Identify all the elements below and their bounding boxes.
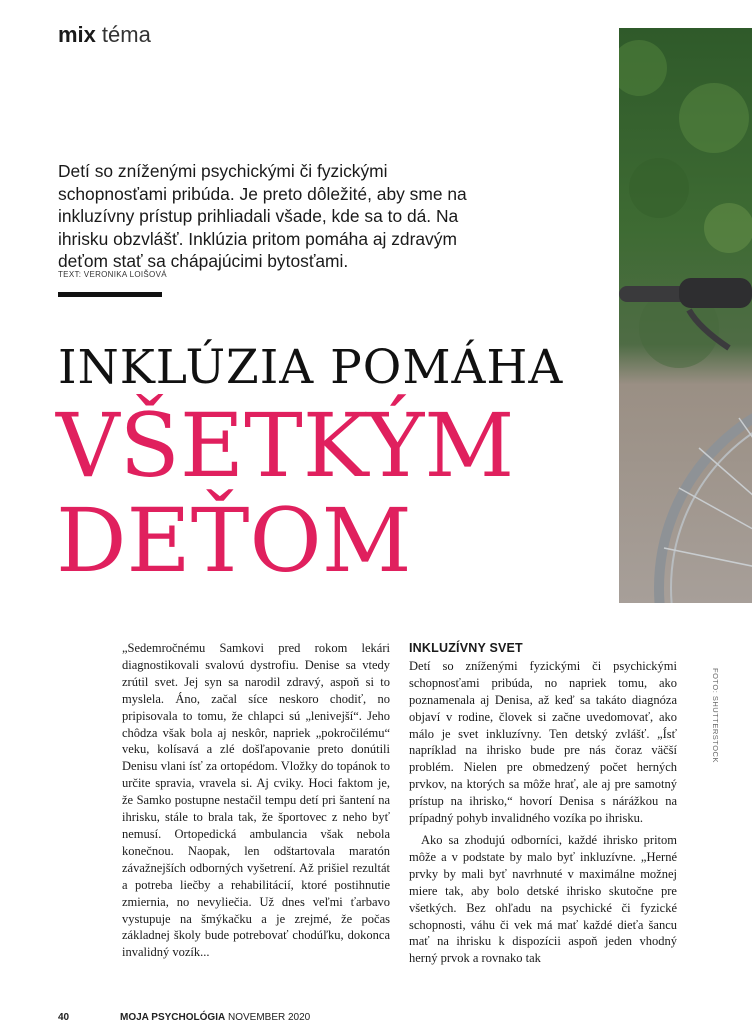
issue-date: NOVEMBER 2020: [227, 1012, 311, 1023]
headline-line-2: VŠETKÝM: [56, 394, 515, 497]
body-column-2: [409, 640, 677, 967]
body-paragraph: Detí so zníženými fyzickými či psychickými schopnosťami pribúda, no napriek tomu, ako poznamenala aj Denisa, až keď sa takáto diagnóza objaví v rodine, človek si začne uvedomovať, ako málo je svet inkluzívny. Ten detský zvlášť. „Ísť napríklad na ihrisko bude pre nás čoraz väčší problém. Nielen pre obmedzený počet herných prvkov, na ktorých sa môže hrať, ale aj pre samotný prístup na ihrisko,“ hovorí Denisa s nárážkou na prípadný pohyb invalidného vozíka po ihrisku.: [409, 658, 677, 826]
body-column-1: [122, 640, 390, 961]
article-lead: Detí so zníženými psychickými či fyzickými schopnosťami pribúda. Je preto dôležité, aby sme na inkluzívny prístup prihliadali všade, kde sa to dá. Na ihrisku obzvlášť. Inklúzia pritom pomáha aj zdravým deťom stať sa chápajúcimi bytosťami.: [58, 161, 467, 271]
headline-line-1: INKLÚZIA POMÁHA: [58, 340, 564, 395]
photo-credit: FOTO: SHUTTERSTOCK: [711, 668, 720, 763]
body-paragraph: Ako sa zhodujú odborníci, každé ihrisko pritom môže a v podstate by malo byť inkluzívne. „Herné prvky by mali byť navrhnuté v maximálne možnej miere tak, aby bolo detské ihrisko skutočne pre všetkých. Bez ohľadu na psychické či fyzické schopnosti, váhu či vek má mať každé dieťa šancu mať na ihrisku k dispozícii aspoň jeden vhodný herný prvok a rovnako tak: [409, 832, 677, 966]
divider-rule: [58, 292, 162, 297]
page-footer: [58, 1012, 718, 1023]
magazine-name: MOJA PSYCHOLÓGIA: [120, 1012, 226, 1023]
cover-photo: [619, 28, 752, 603]
author-credit: TEXT: VERONIKA LOIŠOVÁ: [58, 270, 167, 279]
subheading: INKLUZÍVNY SVET: [409, 641, 523, 655]
section-topic: téma: [101, 22, 151, 47]
headline-line-3: DEŤOM: [56, 489, 412, 592]
section-label: [58, 22, 151, 48]
page-number: 40: [58, 1012, 70, 1023]
section-brand: mix: [58, 22, 96, 47]
body-paragraph: „Sedemročnému Samkovi pred rokom lekári diagnostikovali svalovú dystrofiu. Denise sa vtedy zrútil svet. Jej syn sa narodil zdravý, aspoň si to myslela. Áno, začal síce neskoro chodiť, no pripisovala to tomu, že chlapci sú „lenivejší“. Jeho chôdza však bola aj neskôr, napriek „pokročilému“ veku, kolísavá a zlé došľapovanie preto donútili Denisu vlani ísť za ortopédom. Vložky do topánok to určite spravia, vravela si. Aj cviky. Hoci faktom je, že Samko postupne nestačil tempu detí pri šantení na ihrisku, stále to brala tak, že športovec z neho byť nemusí. Ortopedická ambulancia však nebola konečnou. Naopak, len odštartovala maratón závažnejších odborných vyšetrení. Až prišiel rezultát a potreba liečby a rehabilitácií, ktoré postihnutie zmiernia, no nevyliečia. Už dnes veľmi ťarbavo vystupuje na šmýkačku a je zrejmé, že počas základnej školy bude potrebovať chodúľku, dokonca invalidný vozík...: [122, 641, 390, 960]
magazine-issue: [120, 1012, 310, 1023]
